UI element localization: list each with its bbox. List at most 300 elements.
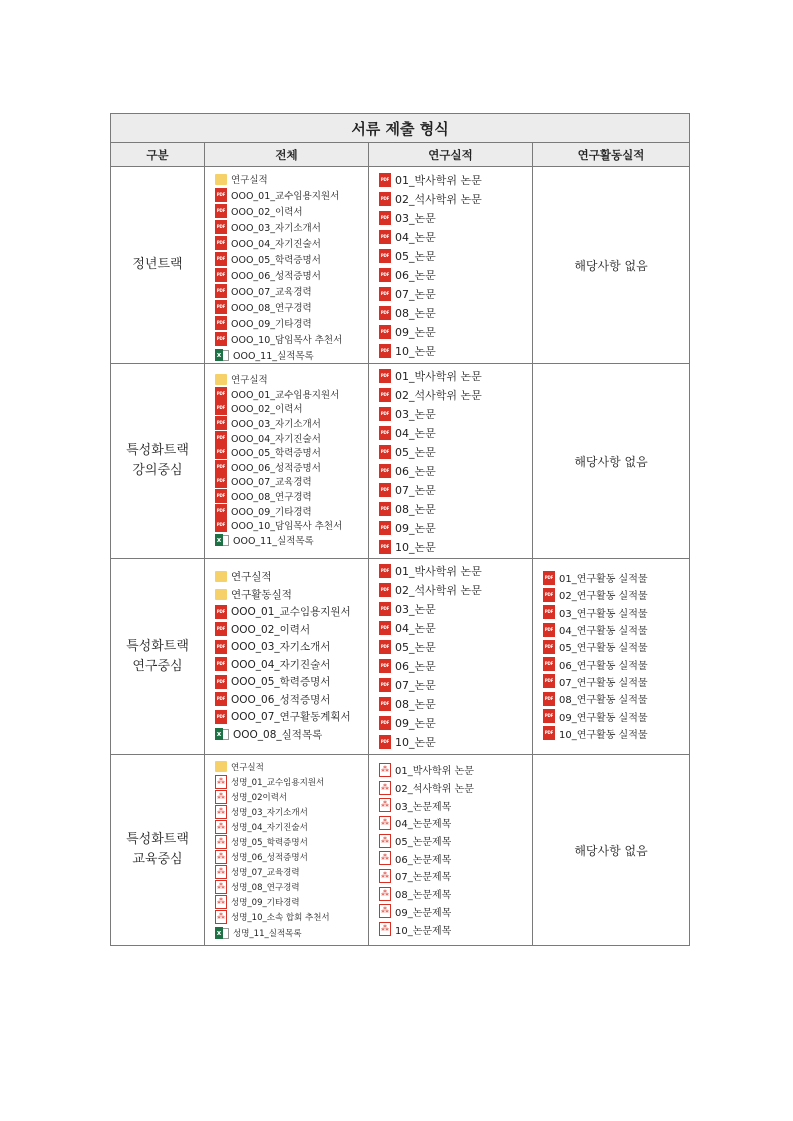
file-item <box>379 404 532 423</box>
file-item <box>215 925 368 940</box>
file-label: 01_박사학위 논문 <box>395 564 482 578</box>
file-label: OOO_01_교수임용지원서 <box>231 606 351 619</box>
pdf-icon: PDF <box>215 489 227 503</box>
file-item <box>379 284 532 303</box>
pdf-icon: PDF <box>379 697 391 711</box>
file-label: OOO_08_실적목록 <box>233 728 323 741</box>
pdf-icon: PDF <box>215 640 227 654</box>
pdf-outline-icon: ⁂ <box>379 798 391 812</box>
file-label: 02_석사학위 논문 <box>395 192 482 206</box>
pdf-icon: PDF <box>543 571 555 585</box>
file-item <box>379 461 532 480</box>
pdf-outline-icon: ⁂ <box>379 763 391 777</box>
category-label: 정년트랙 <box>132 257 183 272</box>
file-item <box>379 480 532 499</box>
file-label: 03_논문제목 <box>395 801 452 813</box>
category-cell <box>111 559 205 755</box>
file-item <box>215 759 368 774</box>
research-files-cell <box>369 364 533 559</box>
pdf-icon: PDF <box>215 416 227 430</box>
file-item <box>379 537 532 556</box>
file-label: 08_논문 <box>395 502 436 516</box>
category-label: 특성화트랙 <box>126 832 189 847</box>
file-item <box>215 819 368 834</box>
file-label: 05_논문 <box>395 249 436 263</box>
file-item <box>215 267 368 283</box>
file-list <box>533 559 689 742</box>
research-files-cell <box>369 755 533 946</box>
pdf-icon: PDF <box>379 287 391 301</box>
file-item <box>215 331 368 347</box>
file-label: OOO_04_자기진술서 <box>231 239 321 250</box>
file-item <box>215 880 368 895</box>
activity-files-cell <box>533 559 690 755</box>
file-label: OOO_11_실적목록 <box>233 351 314 362</box>
pdf-icon: PDF <box>379 344 391 358</box>
pdf-icon: PDF <box>215 284 227 298</box>
file-list <box>205 167 368 363</box>
file-item <box>379 796 532 814</box>
file-item <box>215 850 368 865</box>
file-label: 10_논문 <box>395 344 436 358</box>
file-label: 06_논문 <box>395 464 436 478</box>
file-item <box>543 725 689 742</box>
pdf-icon: PDF <box>215 710 227 724</box>
file-label: OOO_01_교수임용지원서 <box>231 191 340 202</box>
file-item <box>215 299 368 315</box>
file-item <box>215 804 368 819</box>
pdf-icon: PDF <box>379 192 391 206</box>
file-item <box>379 694 532 713</box>
file-label: OOO_08_연구경력 <box>231 492 312 504</box>
file-label: OOO_09_기타경력 <box>231 319 312 330</box>
pdf-outline-icon: ⁂ <box>215 910 227 924</box>
file-label: 04_연구활동 실적물 <box>559 626 648 638</box>
file-item <box>215 568 368 586</box>
file-label: OOO_05_학력증명서 <box>231 255 321 266</box>
file-label: 성명_11_실적목록 <box>233 928 302 939</box>
file-label: 10_논문 <box>395 735 436 749</box>
file-label: 연구실적 <box>231 762 264 773</box>
file-label: OOO_07_교육경력 <box>231 477 312 489</box>
pdf-outline-icon: ⁂ <box>215 850 227 864</box>
file-label: 성명_08_연구경력 <box>231 883 300 894</box>
pdf-icon: PDF <box>215 474 227 488</box>
file-label: 성명_07_교육경력 <box>231 868 300 879</box>
file-item <box>215 187 368 203</box>
file-label: 03_연구활동 실적물 <box>559 608 648 620</box>
submission-format-table <box>110 113 690 946</box>
file-list <box>369 559 532 751</box>
file-label: 01_연구활동 실적물 <box>559 574 648 586</box>
file-label: 07_논문 <box>395 678 436 692</box>
pdf-icon: PDF <box>379 659 391 673</box>
file-item <box>379 385 532 404</box>
file-list <box>369 167 532 360</box>
folder-icon <box>215 374 227 385</box>
pdf-icon: PDF <box>379 306 391 320</box>
pdf-icon: PDF <box>379 735 391 749</box>
file-item <box>215 203 368 219</box>
file-label: 01_박사학위 논문 <box>395 369 482 383</box>
file-label: 06_연구활동 실적물 <box>559 660 648 672</box>
file-label: OOO_02_이력서 <box>231 623 311 636</box>
file-label: 07_논문제목 <box>395 872 452 884</box>
file-item <box>215 726 368 744</box>
pdf-icon: PDF <box>379 640 391 654</box>
pdf-icon: PDF <box>215 300 227 314</box>
file-label: 성명_03_자기소개서 <box>231 807 308 818</box>
file-label: 08_논문 <box>395 697 436 711</box>
file-label: OOO_07_연구활동계획서 <box>231 711 351 724</box>
file-label: OOO_05_학력증명서 <box>231 676 331 689</box>
pdf-icon: PDF <box>379 521 391 535</box>
excel-icon: x <box>215 534 229 546</box>
file-label: 02_석사학위 논문 <box>395 583 482 597</box>
pdf-icon: PDF <box>379 464 391 478</box>
file-label: 09_논문제목 <box>395 907 452 919</box>
file-label: 03_논문 <box>395 602 436 616</box>
file-item <box>543 655 689 672</box>
file-item <box>215 372 368 387</box>
file-label: 03_논문 <box>395 407 436 421</box>
file-item <box>379 885 532 903</box>
pdf-outline-icon: ⁂ <box>215 805 227 819</box>
pdf-icon: PDF <box>215 622 227 636</box>
file-item <box>215 691 368 709</box>
file-item <box>379 208 532 227</box>
file-item <box>379 675 532 694</box>
file-label: 성명_10_소속 합회 추천서 <box>231 913 330 924</box>
pdf-outline-icon: ⁂ <box>379 851 391 865</box>
pdf-icon: PDF <box>379 445 391 459</box>
file-item <box>543 638 689 655</box>
pdf-icon: PDF <box>379 583 391 597</box>
research-files-cell <box>369 167 533 364</box>
file-label: 연구실적 <box>231 375 268 387</box>
file-item <box>379 920 532 938</box>
pdf-icon: PDF <box>215 657 227 671</box>
pdf-icon: PDF <box>543 692 555 706</box>
file-item <box>379 618 532 637</box>
file-item <box>215 621 368 639</box>
file-item <box>379 713 532 732</box>
pdf-icon: PDF <box>215 236 227 250</box>
all-files-cell <box>205 755 369 946</box>
pdf-icon: PDF <box>379 602 391 616</box>
pdf-icon: PDF <box>215 220 227 234</box>
pdf-outline-icon: ⁂ <box>379 781 391 795</box>
file-item <box>379 637 532 656</box>
file-label: 05_논문 <box>395 640 436 654</box>
file-label: 06_논문제목 <box>395 854 452 866</box>
file-label: 10_연구활동 실적물 <box>559 729 648 741</box>
header-category: 구분 <box>111 143 205 167</box>
file-item <box>543 673 689 690</box>
file-label: OOO_04_자기진술서 <box>231 433 321 445</box>
pdf-icon: PDF <box>543 709 555 723</box>
file-list <box>369 364 532 556</box>
file-item <box>543 621 689 638</box>
pdf-icon: PDF <box>379 483 391 497</box>
file-item <box>215 603 368 621</box>
file-label: 02_석사학위 논문 <box>395 388 482 402</box>
table-row <box>111 559 690 755</box>
pdf-icon: PDF <box>215 692 227 706</box>
file-label: OOO_06_성적증명서 <box>231 271 321 282</box>
pdf-outline-icon: ⁂ <box>215 880 227 894</box>
file-item <box>215 251 368 267</box>
file-label: 08_논문제목 <box>395 890 452 902</box>
pdf-icon: PDF <box>543 588 555 602</box>
file-label: 성명_01_교수임용지원서 <box>231 777 325 788</box>
pdf-icon: PDF <box>379 369 391 383</box>
file-label: 04_논문 <box>395 621 436 635</box>
file-item <box>215 910 368 925</box>
file-label: 성명_05_학력증명서 <box>231 838 308 849</box>
activity-na-text: 해당사항 없음 <box>533 167 690 364</box>
pdf-icon: PDF <box>379 388 391 402</box>
category-sublabel: 연구중심 <box>132 658 183 674</box>
file-label: OOO_11_실적목록 <box>233 535 314 547</box>
file-label: 05_연구활동 실적물 <box>559 643 648 655</box>
file-label: OOO_08_연구경력 <box>231 303 312 314</box>
file-label: 연구활동실적 <box>231 588 292 601</box>
pdf-outline-icon: ⁂ <box>379 816 391 830</box>
file-item <box>379 189 532 208</box>
pdf-icon: PDF <box>215 518 227 532</box>
pdf-outline-icon: ⁂ <box>215 790 227 804</box>
file-label: 성명_09_기타경력 <box>231 898 300 909</box>
file-item <box>379 265 532 284</box>
pdf-icon: PDF <box>379 249 391 263</box>
pdf-icon: PDF <box>379 211 391 225</box>
table-row <box>111 364 690 559</box>
file-item <box>543 569 689 586</box>
pdf-outline-icon: ⁂ <box>379 834 391 848</box>
file-label: OOO_02_이력서 <box>231 404 303 416</box>
file-item <box>215 708 368 726</box>
file-label: 연구실적 <box>231 571 272 584</box>
file-label: 05_논문제목 <box>395 837 452 849</box>
category-cell <box>111 364 205 559</box>
file-label: OOO_06_성적증명서 <box>231 462 321 474</box>
file-label: 02_석사학위 논문 <box>395 784 474 796</box>
file-label: 04_논문 <box>395 426 436 440</box>
header-research: 연구실적 <box>369 143 533 167</box>
file-item <box>379 867 532 885</box>
file-item <box>379 341 532 360</box>
pdf-icon: PDF <box>379 407 391 421</box>
header-all: 전체 <box>205 143 369 167</box>
file-item <box>543 707 689 724</box>
pdf-icon: PDF <box>379 564 391 578</box>
all-files-cell <box>205 559 369 755</box>
file-item <box>215 347 368 363</box>
file-item <box>215 315 368 331</box>
file-label: 성명_06_성적증명서 <box>231 853 308 864</box>
category-cell <box>111 167 205 364</box>
file-item <box>215 638 368 656</box>
pdf-icon: PDF <box>543 623 555 637</box>
file-label: OOO_06_성적증명서 <box>231 693 331 706</box>
file-item <box>215 416 368 431</box>
file-item <box>379 832 532 850</box>
file-label: OOO_03_자기소개서 <box>231 223 321 234</box>
file-label: 06_논문 <box>395 659 436 673</box>
file-label: 07_연구활동 실적물 <box>559 677 648 689</box>
file-list <box>205 755 368 940</box>
pdf-outline-icon: ⁂ <box>215 835 227 849</box>
file-item <box>379 779 532 797</box>
activity-na-text: 해당사항 없음 <box>533 755 690 946</box>
file-item <box>215 774 368 789</box>
pdf-icon: PDF <box>215 252 227 266</box>
file-item <box>379 903 532 921</box>
file-label: OOO_03_자기소개서 <box>231 419 321 431</box>
file-item <box>379 303 532 322</box>
pdf-icon: PDF <box>215 401 227 415</box>
all-files-cell <box>205 364 369 559</box>
pdf-icon: PDF <box>215 504 227 518</box>
file-item <box>379 814 532 832</box>
pdf-outline-icon: ⁂ <box>379 887 391 901</box>
pdf-outline-icon: ⁂ <box>379 904 391 918</box>
category-sublabel: 강의중심 <box>132 463 183 478</box>
pdf-icon: PDF <box>379 268 391 282</box>
pdf-icon: PDF <box>215 675 227 689</box>
file-item <box>379 366 532 385</box>
file-list <box>205 364 368 547</box>
file-item <box>379 246 532 265</box>
pdf-outline-icon: ⁂ <box>215 820 227 834</box>
file-label: 성명_04_자기진술서 <box>231 822 308 833</box>
pdf-outline-icon: ⁂ <box>215 895 227 909</box>
category-cell <box>111 755 205 946</box>
file-item <box>215 235 368 251</box>
file-item <box>215 895 368 910</box>
file-label: 05_논문 <box>395 445 436 459</box>
file-item <box>379 599 532 618</box>
file-item <box>215 586 368 604</box>
pdf-icon: PDF <box>215 445 227 459</box>
pdf-icon: PDF <box>215 431 227 445</box>
file-item <box>215 503 368 518</box>
folder-icon <box>215 589 227 600</box>
file-item <box>379 170 532 189</box>
file-item <box>215 171 368 187</box>
file-item <box>215 460 368 475</box>
file-label: OOO_10_담임목사 추천서 <box>231 521 343 533</box>
file-label: OOO_09_기타경력 <box>231 506 312 518</box>
table-row <box>111 167 690 364</box>
file-label: 07_논문 <box>395 483 436 497</box>
file-label: 10_논문 <box>395 540 436 554</box>
pdf-icon: PDF <box>215 460 227 474</box>
file-item <box>215 656 368 674</box>
file-item <box>215 219 368 235</box>
pdf-icon: PDF <box>379 325 391 339</box>
pdf-icon: PDF <box>543 674 555 688</box>
pdf-icon: PDF <box>379 540 391 554</box>
file-label: OOO_04_자기진술서 <box>231 658 331 671</box>
file-item <box>379 561 532 580</box>
file-item <box>215 283 368 299</box>
file-item <box>215 401 368 416</box>
pdf-icon: PDF <box>543 657 555 671</box>
pdf-icon: PDF <box>215 268 227 282</box>
file-item <box>379 322 532 341</box>
file-item <box>543 604 689 621</box>
pdf-icon: PDF <box>379 230 391 244</box>
file-item <box>215 489 368 504</box>
file-item <box>543 586 689 603</box>
file-item <box>379 732 532 751</box>
file-label: OOO_07_교육경력 <box>231 287 312 298</box>
pdf-icon: PDF <box>215 605 227 619</box>
file-label: OOO_03_자기소개서 <box>231 641 331 654</box>
file-label: OOO_05_학력증명서 <box>231 448 321 460</box>
file-label: 연구실적 <box>231 175 268 186</box>
pdf-icon: PDF <box>379 426 391 440</box>
file-label: 01_박사학위 논문 <box>395 173 482 187</box>
file-item <box>379 227 532 246</box>
file-item <box>215 533 368 548</box>
table-title: 서류 제출 형식 <box>111 114 690 143</box>
file-label: 04_논문 <box>395 230 436 244</box>
pdf-icon: PDF <box>543 640 555 654</box>
pdf-icon: PDF <box>215 188 227 202</box>
category-label: 특성화트랙 <box>126 443 189 458</box>
file-label: 08_논문 <box>395 306 436 320</box>
file-item <box>215 518 368 533</box>
file-label: 03_논문 <box>395 211 436 225</box>
file-item <box>379 423 532 442</box>
pdf-icon: PDF <box>379 502 391 516</box>
file-item <box>379 656 532 675</box>
pdf-outline-icon: ⁂ <box>215 775 227 789</box>
all-files-cell <box>205 167 369 364</box>
file-label: 04_논문제목 <box>395 819 452 831</box>
pdf-icon: PDF <box>215 316 227 330</box>
file-label: 01_박사학위 논문 <box>395 766 474 778</box>
pdf-icon: PDF <box>379 678 391 692</box>
category-sublabel: 교육중심 <box>132 852 183 867</box>
pdf-icon: PDF <box>215 204 227 218</box>
file-label: OOO_02_이력서 <box>231 207 303 218</box>
research-files-cell <box>369 559 533 755</box>
file-label: 02_연구활동 실적물 <box>559 591 648 603</box>
folder-icon <box>215 761 227 772</box>
table-row <box>111 755 690 946</box>
file-item <box>215 673 368 691</box>
folder-icon <box>215 571 227 582</box>
file-item <box>215 865 368 880</box>
file-item <box>215 430 368 445</box>
file-item <box>379 499 532 518</box>
excel-icon: x <box>215 927 229 939</box>
file-label: 09_논문 <box>395 521 436 535</box>
pdf-icon: PDF <box>379 716 391 730</box>
file-label: 06_논문 <box>395 268 436 282</box>
file-label: 성명_02이력서 <box>231 792 288 803</box>
file-label: OOO_01_교수임용지원서 <box>231 389 340 401</box>
pdf-icon: PDF <box>215 387 227 401</box>
pdf-icon: PDF <box>543 605 555 619</box>
file-item <box>215 387 368 402</box>
file-list <box>205 559 368 743</box>
folder-icon <box>215 174 227 185</box>
